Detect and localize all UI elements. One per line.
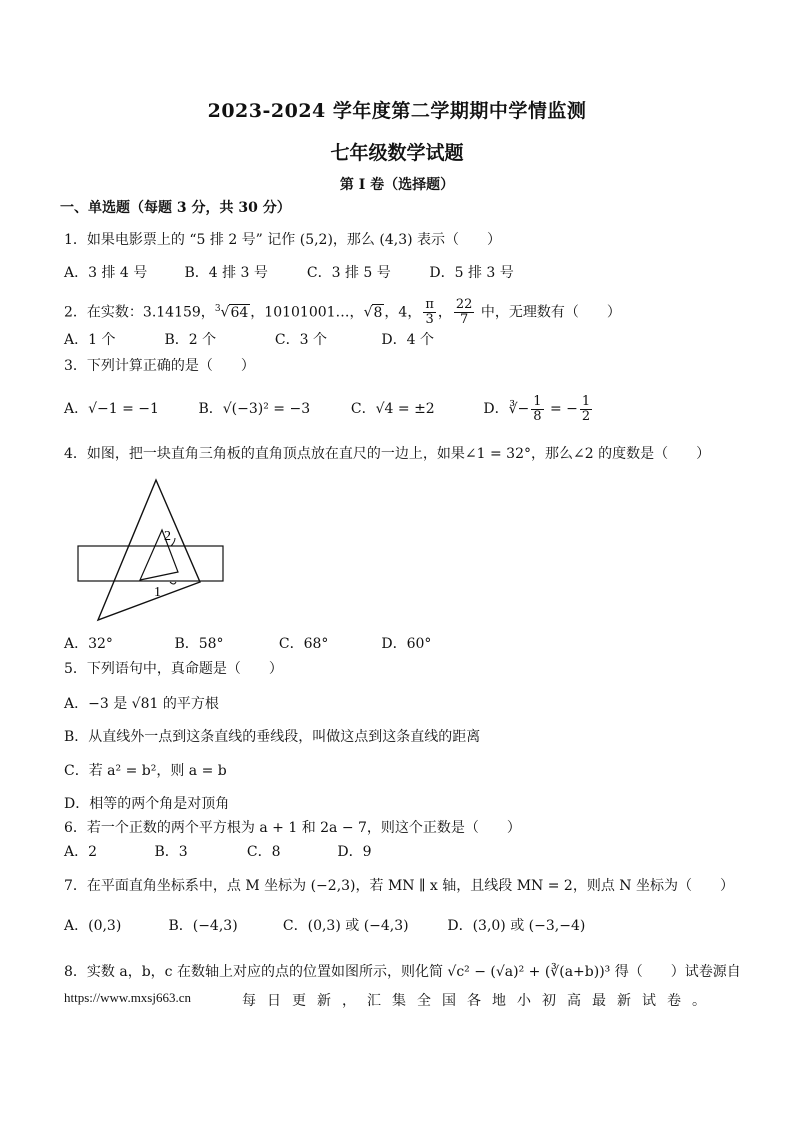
option-d-den: 8 [533, 408, 542, 424]
footer-url[interactable]: https://www.mxsj663.cn [64, 990, 191, 1005]
question-3-stem: 3．下列计算正确的是（ ） [64, 358, 255, 374]
q2-pi-num: π [425, 297, 434, 313]
q2-sqrt-radicand: 8 [373, 304, 383, 321]
option-b: B．2 个 [164, 332, 217, 348]
exam-title: 2023-2024 学年度第二学期期中学情监测 [207, 100, 587, 122]
option-a: A．2 [64, 844, 98, 860]
q2-prefix: 2．在实数：3.14159， [64, 304, 215, 321]
angle-2-arc [171, 538, 175, 546]
q2-pi-fraction [423, 298, 436, 327]
option-d: D．9 [337, 844, 372, 860]
option-d: D．60° [381, 636, 432, 652]
option-c: C．8 [246, 844, 281, 860]
ruler [78, 546, 223, 581]
question-7-stem: 7．在平面直角坐标系中，点 M 坐标为 (−2,3)，若 MN ∥ x 轴，且线段 MN = 2，则点 N 坐标为（ ） [64, 878, 734, 894]
question-5-stem: 5．下列语句中，真命题是（ ） [64, 661, 283, 677]
question-5-option-b: B．从直线外一点到这条直线的垂线段，叫做这点到这条直线的距离 [64, 729, 481, 745]
section-heading: 一、单选题（每题 3 分，共 30 分） [60, 200, 291, 216]
ruler-triangle-figure [70, 474, 230, 634]
question-2-options [64, 330, 434, 350]
option-d [483, 392, 594, 426]
option-b: B．58° [174, 636, 224, 652]
angle-1-label: 1 [154, 585, 161, 600]
option-d-frac [531, 395, 543, 424]
option-d: D．5 排 3 号 [429, 265, 514, 281]
q2-f-den: 7 [460, 312, 469, 328]
q2-pi-den: 3 [425, 312, 434, 328]
option-b: B．(−4,3) [168, 918, 238, 934]
question-8-stem: 8．实数 a，b，c 在数轴上对应的点的位置如图所示，则化简 √c² − (√a)² + (∛(a+b))³ 得（ ）试卷源自 [64, 964, 741, 980]
q2-fraction [454, 298, 475, 327]
option-a: A．3 排 4 号 [64, 265, 148, 281]
option-d: D．(3,0) 或 (−3,−4) [447, 918, 586, 934]
option-d-num: 1 [533, 393, 542, 409]
option-c: C．(0,3) 或 (−4,3) [282, 918, 409, 934]
q2-cbrt-radicand: 64 [230, 304, 249, 321]
option-a: A．1 个 [64, 332, 116, 348]
volume-label: 第 I 卷（选择题） [339, 177, 455, 193]
footer-slogan: 每日更新，汇集全国各地小初高最新试卷。 [242, 993, 717, 1009]
angle-2-label: 2 [164, 529, 171, 544]
q2-f-num: 22 [455, 297, 473, 313]
question-5-option-a: A．−3 是 √81 的平方根 [64, 696, 219, 712]
option-b: B．4 排 3 号 [184, 265, 268, 281]
question-5-option-c: C．若 a² = b²，则 a = b [64, 763, 227, 779]
option-d-eq: = − [545, 401, 578, 417]
option-d-prefix: D．∛ [483, 401, 518, 417]
question-4-stem: 4．如图，把一块直角三角板的直角顶点放在直尺的一边上，如果∠1 = 32°，那么∠2 的度数是（ ） [64, 446, 711, 462]
question-2-stem: 2．在实数：3.14159，$^3$√64 ，10101001…，√8 ，4， $\frac{\pi}{3}$ ， $\frac{22}{7}$ 中，无理数有（ ） [64, 297, 621, 328]
triangle-inner [140, 530, 178, 580]
q2-mid: ，10101001…， [250, 304, 364, 321]
question-7-options [64, 916, 585, 936]
option-b: B．3 [154, 844, 188, 860]
question-3-options [64, 392, 594, 426]
option-a: A．√−1 = −1 [64, 401, 159, 417]
option-d-rden: 2 [581, 408, 591, 424]
angle-1-arc [170, 582, 176, 584]
option-d: D．4 个 [381, 332, 434, 348]
option-d-neg: − [517, 401, 530, 417]
option-c: C．3 排 5 号 [306, 265, 391, 281]
option-d-rfrac [580, 395, 592, 424]
option-a: A．(0,3) [64, 918, 122, 934]
question-6-options [64, 842, 372, 862]
question-6-stem: 6．若一个正数的两个平方根为 a + 1 和 2a − 7，则这个正数是（ ） [64, 820, 521, 836]
q2-after: ，4， [384, 304, 422, 321]
option-b: B．√(−3)² = −3 [198, 401, 311, 417]
question-1-stem: 1．如果电影票上的 “5 排 2 号” 记作 (5,2)，那么 (4,3) 表示（ ） [64, 232, 502, 248]
option-c: C．√4 = ±2 [350, 401, 435, 417]
option-c: C．3 个 [274, 332, 327, 348]
question-1-options [64, 263, 514, 283]
question-5-option-d: D．相等的两个角是对顶角 [64, 796, 230, 812]
option-c: C．68° [278, 636, 329, 652]
option-a: A．32° [64, 636, 113, 652]
option-d-rnum: 1 [581, 393, 591, 409]
q2-comma: ， [437, 304, 452, 321]
footer [64, 990, 764, 1009]
question-4-options [64, 634, 431, 654]
q2-suffix: 中，无理数有（ ） [476, 304, 621, 321]
triangle-outer [98, 480, 200, 620]
exam-subtitle: 七年级数学试题 [330, 142, 464, 164]
